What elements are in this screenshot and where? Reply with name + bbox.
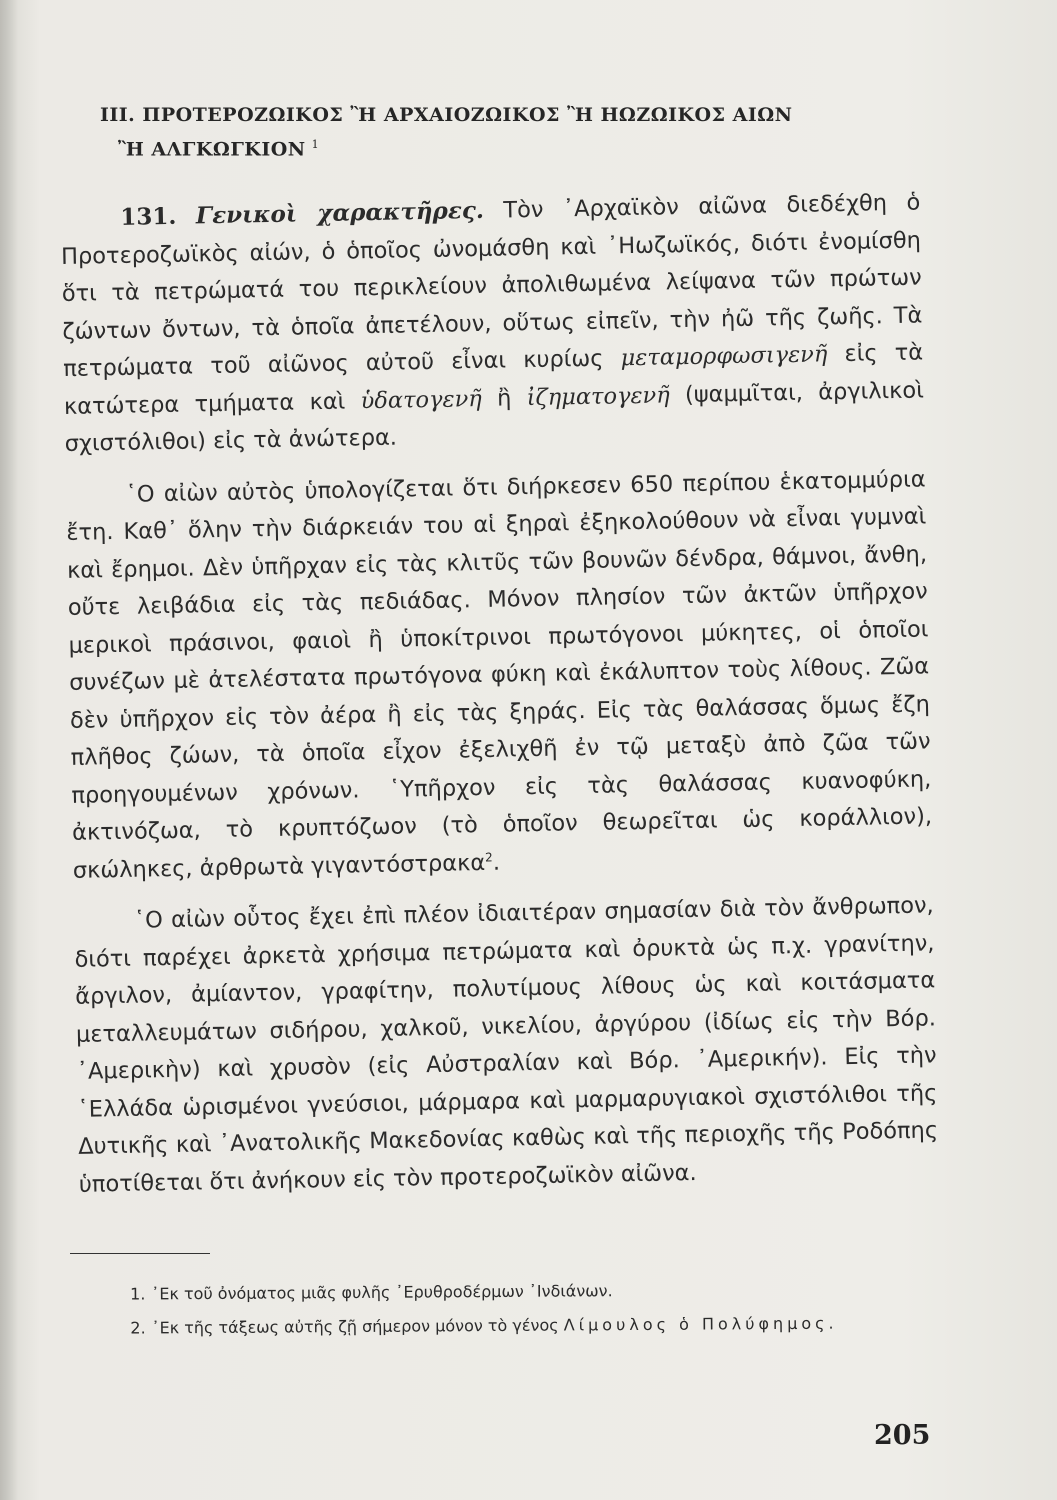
footnotes: [62, 1272, 922, 1346]
chapter-heading: [100, 100, 930, 164]
heading-line-1: III. ΠΡΟΤΕΡΟΖΩΙΚΟΣ Ἢ ΑΡΧΑΙΟΖΩΙΚΟΣ Ἢ ΗΩΖΩΙΚΟΣ ΑΙΩΝ: [100, 104, 793, 126]
footnote-2-number: 2.: [130, 1318, 146, 1338]
footnote-2-text: ᾿Εκ τῆς τάξεως αὐτῆς ζῇ σήμερον μόνον τὸ γένος: [151, 1315, 559, 1338]
binding-shadow: [0, 0, 18, 1500]
paragraph-2-end: .: [492, 849, 501, 876]
paragraph-2-footnote-ref: 2: [484, 849, 493, 864]
footnote-2-species: Λίμουλος ὁ Πολύφημος.: [563, 1313, 838, 1335]
paragraph-1-text-a: Τὸν ᾿Αρχαϊκὸν αἰῶνα διεδέχθη ὁ Προτεροζωϊκὸς αἰών, ὁ ὁποῖος ὠνομάσθη καὶ ᾿Ηωζωϊκός, διότι ἐνομίσθη ὅτι τὰ πετρώματά του περικλείουν ἀπολιθωμένα λείψανα τῶν πρώτων ζώντων ὄντων, τὰ ὁποῖα ἀπετέλουν, οὕτως εἰπεῖν, τὴν ἠῶ τῆς ζωῆς. Τὰ πετρώματα τοῦ αἰῶνος αὐτοῦ εἶναι κυρίως: [60, 189, 923, 382]
paragraph-1: [60, 183, 925, 463]
term-sedimentary: ἰζηματογενῆ: [526, 381, 670, 411]
body-text: [60, 183, 939, 1217]
heading-footnote-ref: 1: [311, 138, 320, 151]
footnote-1-text: ᾿Εκ τοῦ ὀνόματος μιᾶς φυλῆς ᾿Ερυθροδέρμων ᾿Ινδιάνων.: [151, 1281, 613, 1304]
paragraph-1-text-d: (ψαμμῖται, ἀργιλικοὶ σχιστόλιθοι) εἰς τὰ ἀνώτερα.: [64, 376, 925, 457]
paragraph-3-text: ῾Ο αἰὼν οὗτος ἔχει ἐπὶ πλέον ἰδιαιτέραν σημασίαν διὰ τὸν ἄνθρωπον, διότι παρέχει ἀρκετὰ χρήσιμα πετρώματα καὶ ὀρυκτὰ ὡς π.χ. γρανίτην, ἄργιλον, ἀμίαντον, γραφίτην, πολυτίμους λίθους ὡς καὶ κοιτάσματα μεταλλευμάτων σιδήρου, χαλκοῦ, νικελίου, ἀργύρου (ἰδίως εἰς τὴν Βόρ. ᾿Αμερικὴν) καὶ χρυσὸν (εἰς Αὐστραλίαν καὶ Βόρ. ᾿Αμερικήν). Εἰς τὴν ῾Ελλάδα ὡρισμένοι γνεύσιοι, μάρμαρα καὶ μαρμαρυγιακοὶ σχιστόλιθοι τῆς Δυτικῆς καὶ ᾿Ανατολικῆς Μακεδονίας καθὼς καὶ τῆς περιοχῆς τῆς Ροδόπης ὑποτίθεται ὅτι ἀνήκουν εἰς τὸν προτεροζωϊκὸν αἰῶνα.: [74, 892, 939, 1198]
term-aqueous: ὑδατογενῆ: [360, 385, 482, 414]
section-number: 131.: [120, 202, 177, 231]
paragraph-2-text: ῾Ο αἰὼν αὐτὸς ὑπολογίζεται ὅτι διήρκεσεν 650 περίπου ἑκατομμύρια ἔτη. Καθ᾿ ὅλην τὴν διάρκειάν του αἱ ξηραὶ ἐξηκολούθουν νὰ εἶναι γυμναὶ καὶ ἔρημοι. Δὲν ὑπῆρχαν εἰς τὰς κλιτῦς τῶν βουνῶν δένδρα, θάμνοι, ἄνθη, οὔτε λειβάδια εἰς τὰς πεδιάδας. Μόνον πλησίον τῶν ἀκτῶν ὑπῆρχον μερικοὶ πράσινοι, φαιοὶ ἢ ὑποκίτρινοι πρωτόγονοι μύκητες, οἱ ὁποῖοι συνέζων μὲ ἀτελέστατα πρωτόγονα φύκη καὶ ἐκάλυπτον τοὺς λίθους. Ζῶα δὲν ὑπῆρχον εἰς τὸν ἀέρα ἢ εἰς τὰς ξηράς. Εἰς τὰς θαλάσσας ὅμως ἔζη πλῆθος ζώων, τὰ ὁποῖα εἶχον ἐξελιχθῆ ἐν τῷ μεταξὺ ἀπὸ ζῶα τῶν προηγουμένων χρόνων. ῾Υπῆρχον εἰς τὰς θαλάσσας κυανοφύκη, ἀκτινόζωα, τὸ κρυπτόζωον (τὸ ὁποῖον θεωρεῖται ὡς κοράλλιον), σκώληκες, ἀρθρωτὰ γιγαντόστρακα: [66, 465, 933, 884]
footnote-1-number: 1.: [130, 1284, 146, 1304]
paragraph-1-text-c: ἢ: [496, 384, 512, 412]
page-number: 205: [874, 1420, 931, 1451]
section-title: Γενικοὶ χαρακτῆρες.: [195, 196, 485, 230]
heading-line-2-text: Ἢ ΑΛΓΚΩΓΚΙΟΝ: [118, 138, 306, 161]
paragraph-2: [65, 461, 933, 890]
paragraph-3: [74, 887, 940, 1203]
footnote-divider: [70, 1253, 210, 1254]
heading-line-2: [100, 130, 930, 164]
footnote-2: [62, 1306, 922, 1346]
term-metamorphic: μεταμορφωσιγενῆ: [620, 341, 828, 372]
paragraph-1-text-b: εἰς τὰ κατώτερα τμήματα καὶ: [63, 339, 924, 420]
